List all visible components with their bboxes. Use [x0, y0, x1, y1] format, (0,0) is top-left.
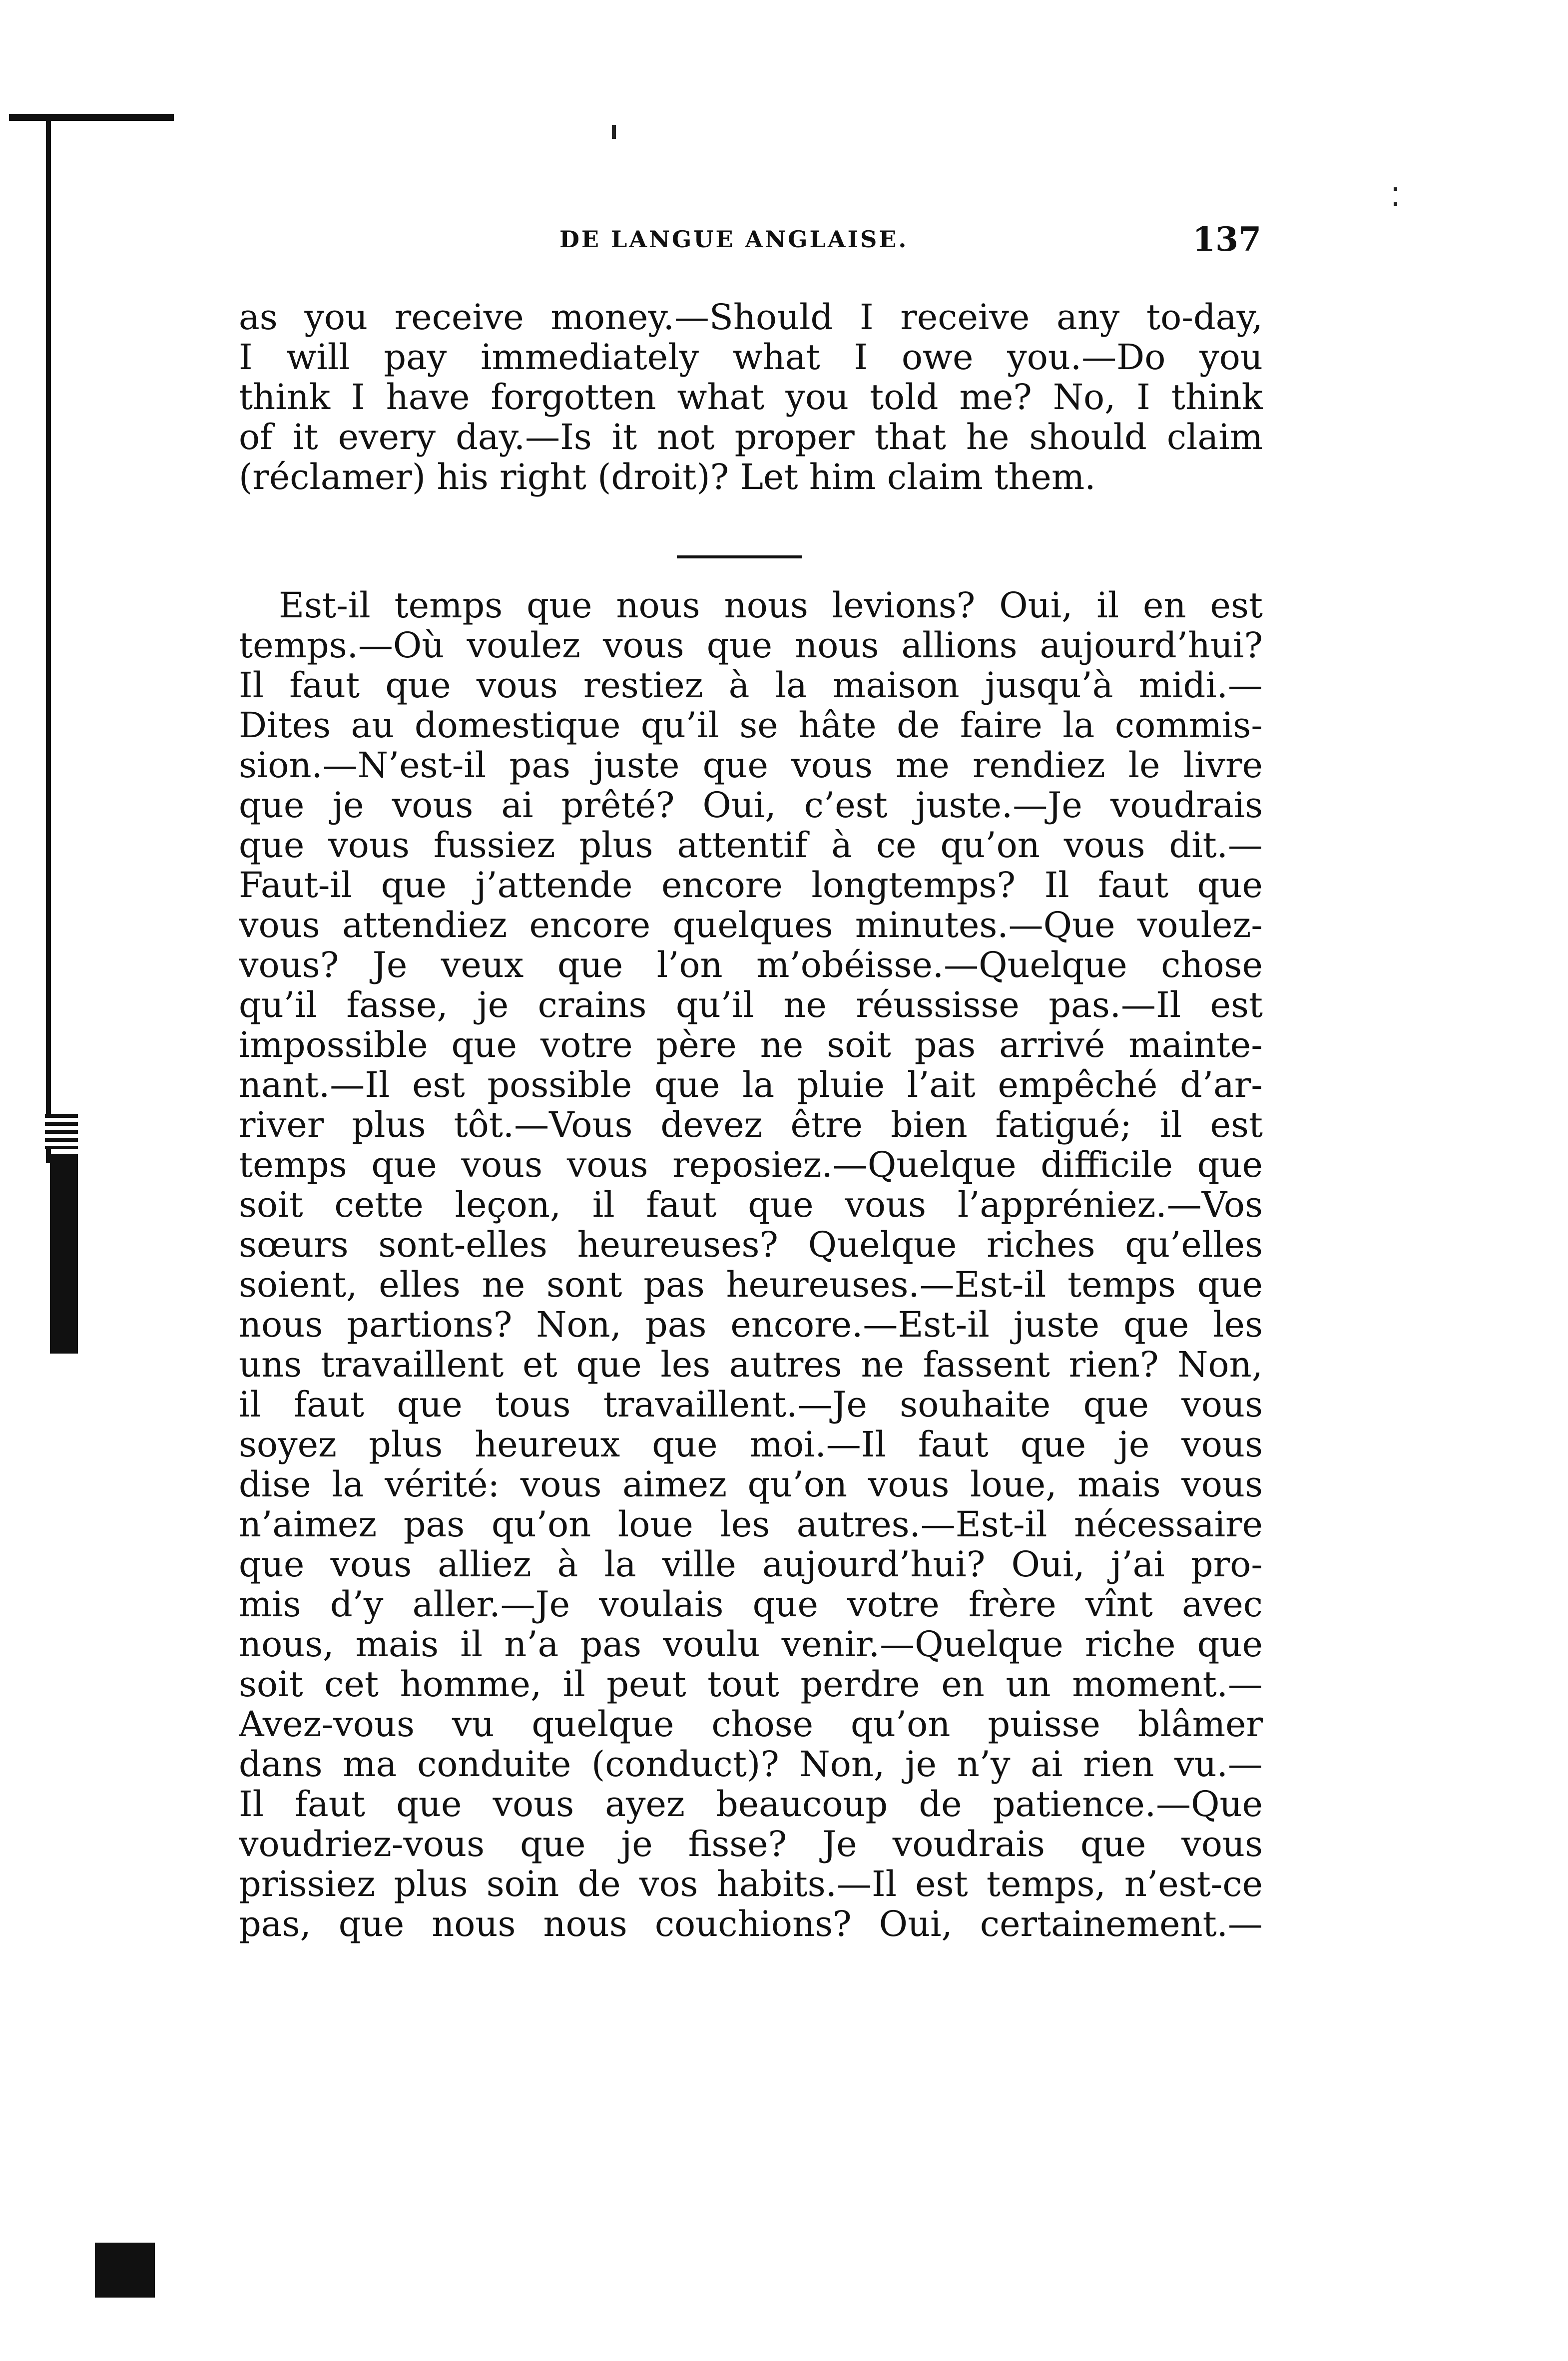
text-line: (réclamer) his right (droit)? Let him claim them. — [239, 457, 1096, 497]
page-header — [240, 220, 1261, 266]
text-line: as you receive money.—Should I receive any to-day, — [239, 297, 1263, 337]
text-line: Dites au domestique qu’il se hâte de faire la commis- — [239, 705, 1263, 745]
text-line: soit cette leçon, il faut que vous l’appréniez.—Vos — [239, 1185, 1263, 1225]
text-line: Il faut que vous ayez beaucoup de patience.—Que — [239, 1784, 1263, 1824]
text-line: I will pay immediately what I owe you.—Do you — [239, 337, 1263, 377]
text-line: Avez-vous vu quelque chose qu’on puisse blâmer — [239, 1704, 1263, 1744]
binding-edge-top — [9, 114, 174, 121]
text-line: Il faut que vous restiez à la maison jusqu’à midi.— — [239, 665, 1263, 705]
text-line: sœurs sont-elles heureuses? Quelque riches qu’elles — [239, 1225, 1263, 1265]
text-line: dise la vérité: vous aimez qu’on vous loue, mais vous — [239, 1464, 1263, 1504]
text-line: que je vous ai prêté? Oui, c’est juste.—Je voudrais — [239, 785, 1263, 825]
french-exercise — [239, 585, 1263, 1944]
text-line: uns travaillent et que les autres ne fassent rien? Non, — [239, 1345, 1263, 1385]
text-line: pas, que nous nous couchions? Oui, certainement.— — [239, 1904, 1263, 1944]
text-line: nant.—Il est possible que la pluie l’ait empêché d’ar- — [239, 1065, 1263, 1105]
text-line: sion.—N’est-il pas juste que vous me rendiez le livre — [239, 745, 1263, 785]
scan-speck — [1394, 187, 1397, 191]
text-line: soit cet homme, il peut tout perdre en un moment.— — [239, 1664, 1263, 1704]
text-line: vous? Je veux que l’on m’obéisse.—Quelque chose — [239, 945, 1263, 985]
text-line: dans ma conduite (conduct)? Non, je n’y ai rien vu.— — [239, 1744, 1263, 1784]
text-line: mis d’y aller.—Je voulais que votre frère vînt avec — [239, 1584, 1263, 1624]
english-exercise — [239, 297, 1263, 497]
section-separator — [677, 555, 802, 558]
text-line: que vous fussiez plus attentif à ce qu’on vous dit.— — [239, 825, 1263, 865]
text-line: voudriez-vous que je fisse? Je voudrais que vous — [239, 1824, 1263, 1864]
text-line: temps.—Où voulez vous que nous allions aujourd’hui? — [239, 625, 1263, 665]
text-line: river plus tôt.—Vous devez être bien fatigué; il est — [239, 1105, 1263, 1145]
scan-speck — [612, 125, 616, 139]
text-line: n’aimez pas qu’on loue les autres.—Est-il nécessaire — [239, 1504, 1263, 1544]
text-line: think I have forgotten what you told me? No, I think — [239, 377, 1263, 417]
text-line: que vous alliez à la ville aujourd’hui? Oui, j’ai pro- — [239, 1544, 1263, 1584]
text-line: nous partions? Non, pas encore.—Est-il juste que les — [239, 1305, 1263, 1345]
scan-speck — [1394, 202, 1397, 206]
page-number: 137 — [1192, 220, 1261, 259]
text-line: temps que vous vous reposiez.—Quelque difficile que — [239, 1145, 1263, 1185]
text-line: Faut-il que j’attende encore longtemps? Il faut que — [239, 865, 1263, 905]
text-line: qu’il fasse, je crains qu’il ne réussisse pas.—Il est — [239, 985, 1263, 1025]
text-line: of it every day.—Is it not proper that he should claim — [239, 417, 1263, 457]
text-line: vous attendiez encore quelques minutes.—Que voulez- — [239, 905, 1263, 945]
binding-edge-stripes — [45, 1114, 78, 1149]
text-line: il faut que tous travaillent.—Je souhaite que vous — [239, 1385, 1263, 1424]
binding-edge-thin — [46, 114, 51, 1163]
text-line: prissiez plus soin de vos habits.—Il est temps, n’est-ce — [239, 1864, 1263, 1904]
running-head: DE LANGUE ANGLAISE. — [559, 226, 909, 253]
text-line: soient, elles ne sont pas heureuses.—Est-il temps que — [239, 1265, 1263, 1305]
binding-edge-thick — [50, 1154, 78, 1354]
text-line: Est-il temps que nous nous levions? Oui, il en est — [279, 585, 1263, 625]
text-line: impossible que votre père ne soit pas arrivé mainte- — [239, 1025, 1263, 1065]
text-line: soyez plus heureux que moi.—Il faut que je vous — [239, 1424, 1263, 1464]
text-line: nous, mais il n’a pas voulu venir.—Quelque riche que — [239, 1624, 1263, 1664]
binding-edge-foot — [95, 2243, 155, 2298]
